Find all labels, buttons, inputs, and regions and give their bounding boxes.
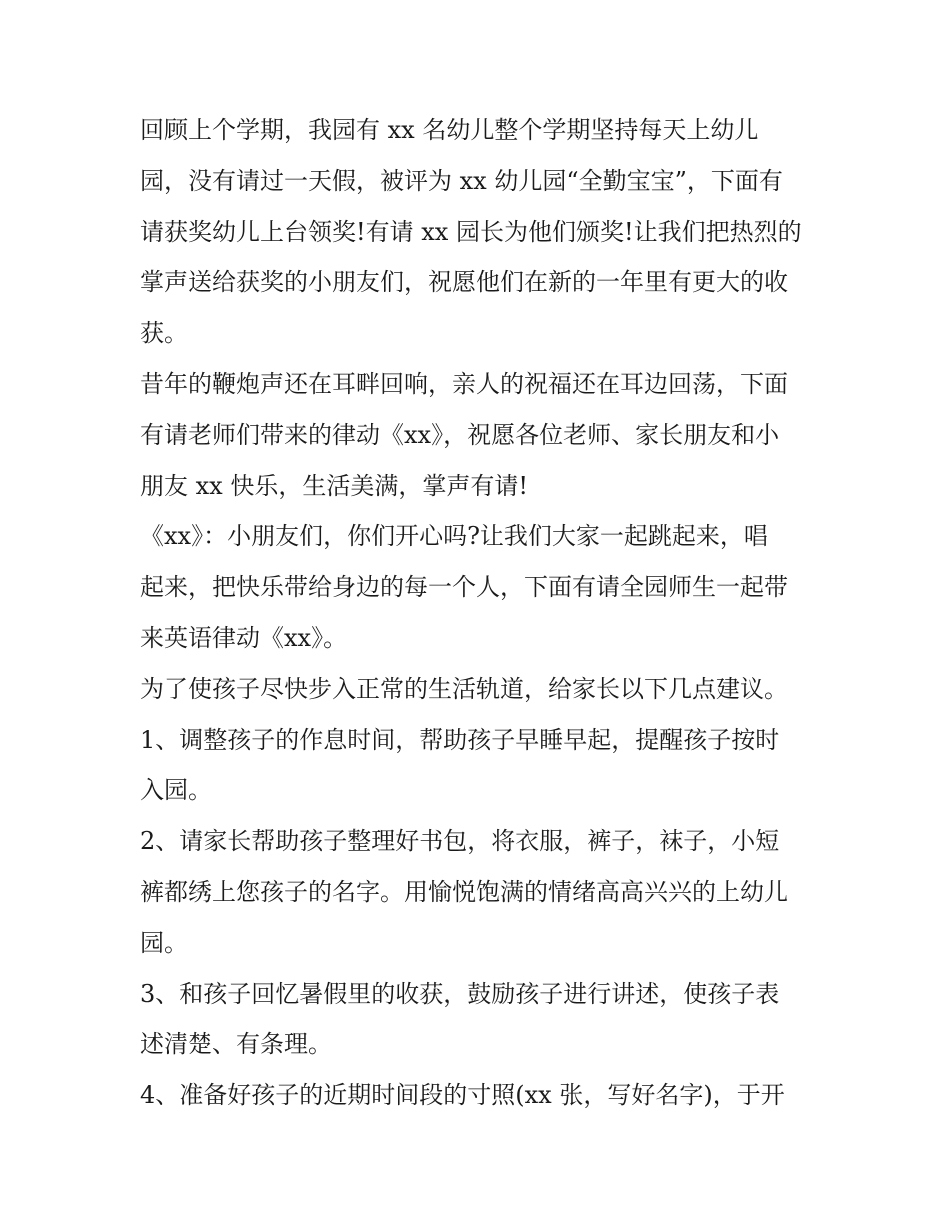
text-line: 入园。 [140,776,212,805]
document-body [140,105,820,1121]
text-line: 园。 [140,928,188,957]
text-line: 述清楚、有条理。 [140,1030,332,1059]
list-item-4 [140,1070,820,1121]
paragraph-attendance-award [140,105,820,359]
text-line: 来英语律动《xx》。 [140,623,348,652]
text-line: 回顾上个学期，我园有 xx 名幼儿整个学期坚持每天上幼儿 [140,116,759,144]
text-line: 园，没有请过一天假，被评为 xx 幼儿园“全勤宝宝”，下面有 [140,166,783,195]
text-line: 2、请家长帮助孩子整理好书包，将衣服，裤子，袜子，小短 [140,827,780,856]
text-line: 请获奖幼儿上台领奖!有请 xx 园长为他们颁奖!让我们把热烈的 [140,217,802,246]
text-line: 起来，把快乐带给身边的每一个人，下面有请全园师生一起带 [140,573,788,602]
list-item-1 [140,715,820,817]
text-line: 有请老师们带来的律动《xx》，祝愿各位老师、家长朋友和小 [140,420,780,449]
text-line: 昔年的鞭炮声还在耳畔回响，亲人的祝福还在耳边回荡，下面 [140,369,788,398]
list-item-2 [140,816,820,968]
paragraph-teacher-performance [140,359,820,511]
text-line: 4、准备好孩子的近期时间段的寸照(xx 张，写好名字)，于开 [140,1081,785,1110]
paragraph-parent-advice-intro [140,664,820,715]
paragraph-english-rhythm [140,511,820,663]
text-line: 3、和孩子回忆暑假里的收获，鼓励孩子进行讲述，使孩子表 [140,979,780,1008]
text-line: 获。 [140,319,188,348]
text-line: 裤都绣上您孩子的名字。用愉悦饱满的情绪高高兴兴的上幼儿 [140,877,788,906]
text-line: 《xx》：小朋友们，你们开心吗?让我们大家一起跳起来，唱 [140,522,768,551]
text-line: 掌声送给获奖的小朋友们，祝愿他们在新的一年里有更大的收 [140,268,788,297]
text-line: 为了使孩子尽快步入正常的生活轨道，给家长以下几点建议。 [140,674,788,703]
text-line: 1、调整孩子的作息时间，帮助孩子早睡早起，提醒孩子按时 [140,725,780,754]
text-line: 朋友 xx 快乐，生活美满，掌声有请! [140,471,528,500]
list-item-3 [140,969,820,1071]
